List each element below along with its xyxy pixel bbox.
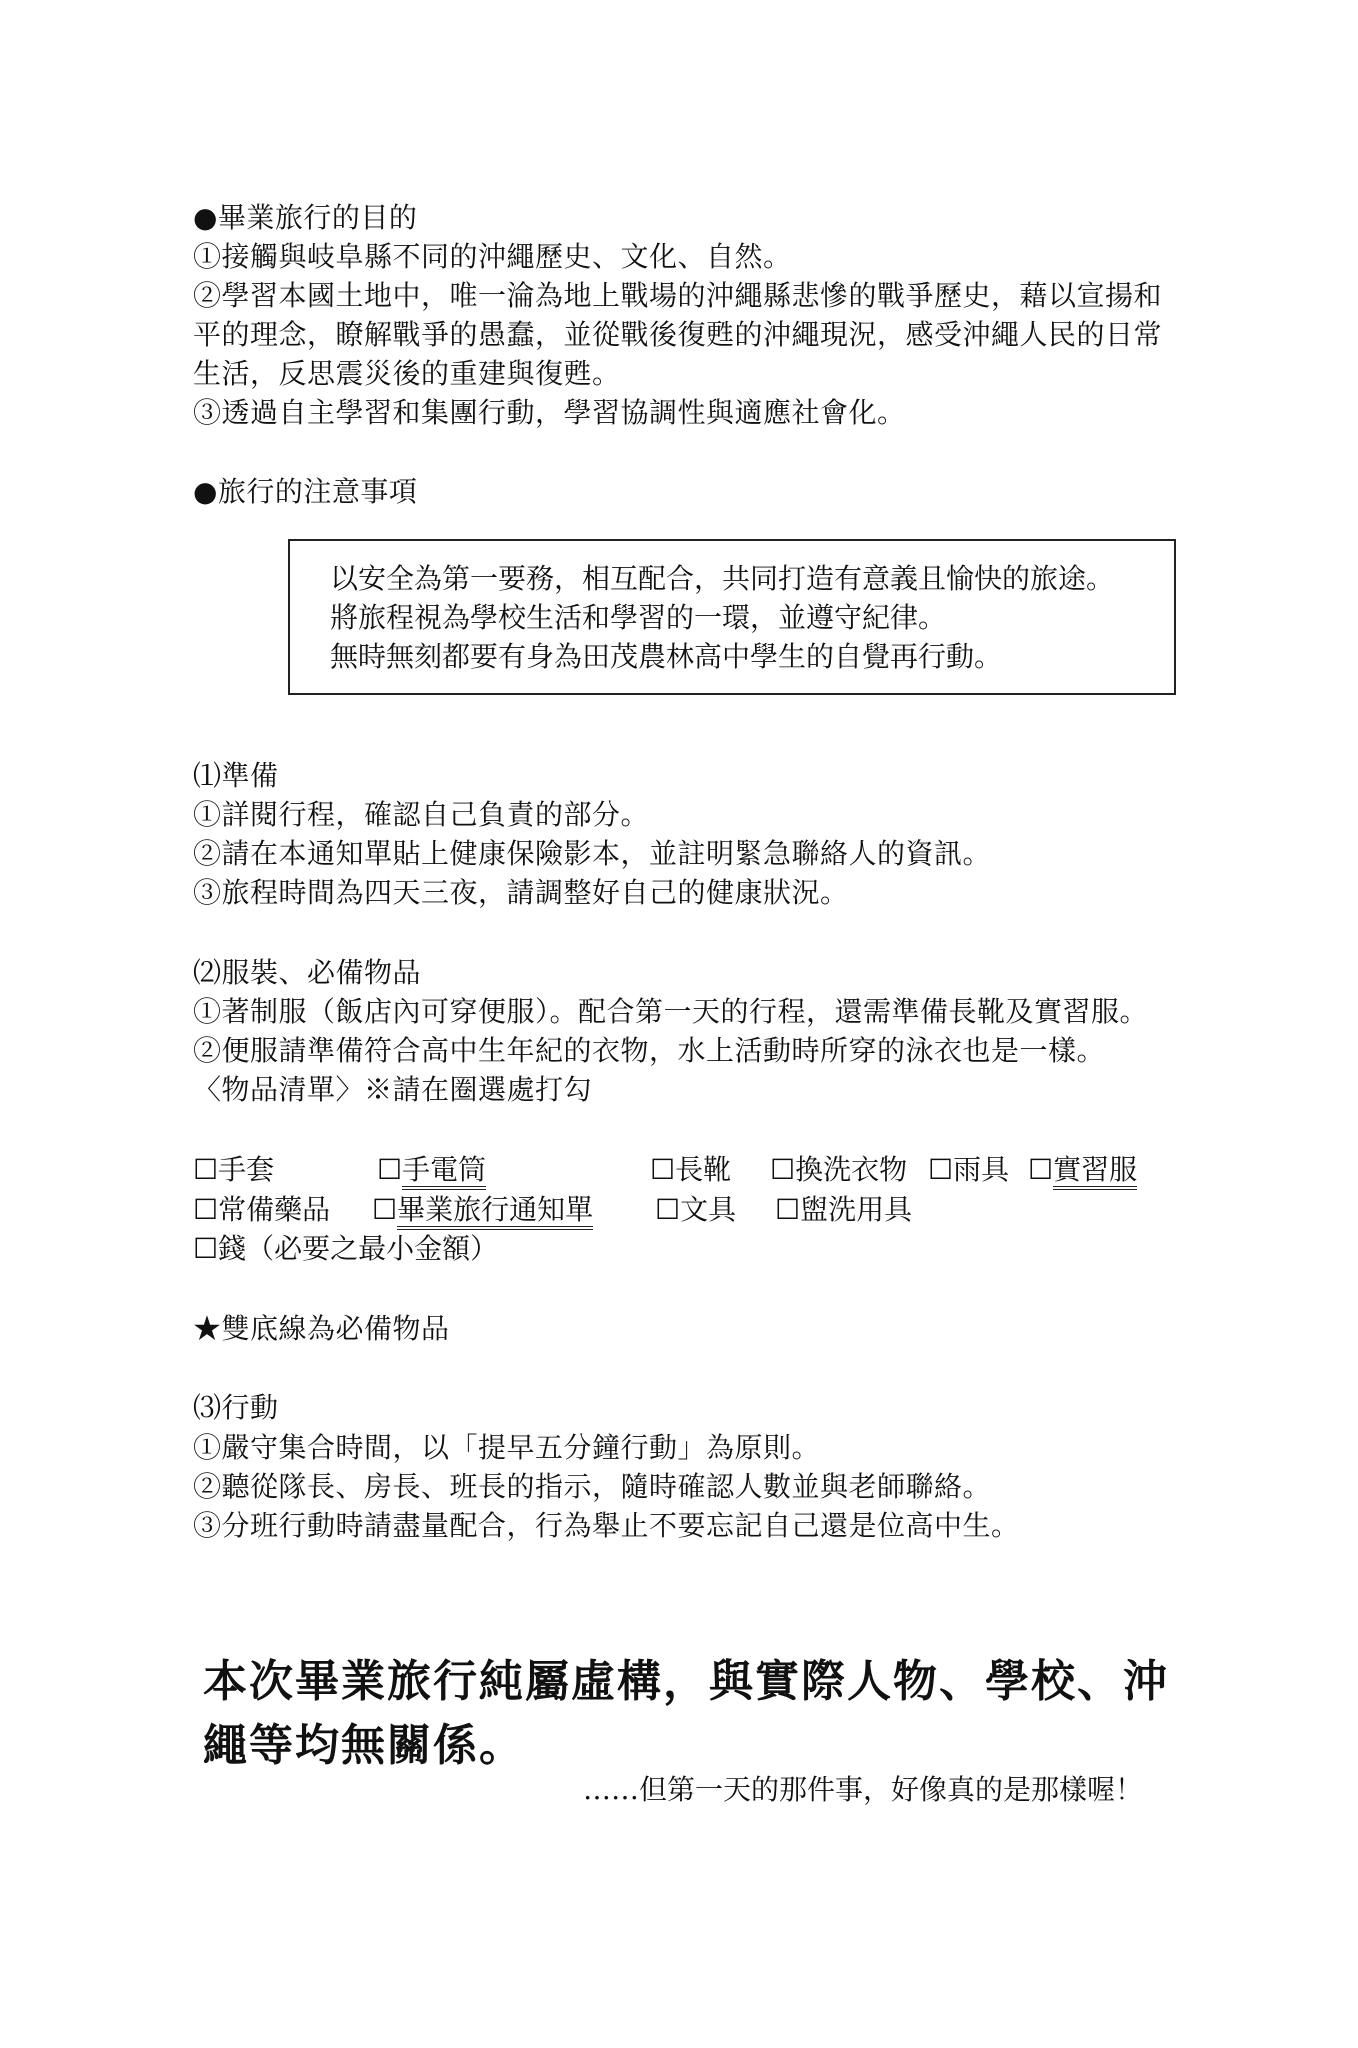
checkbox-icon: ☐ — [775, 1193, 801, 1226]
checkbox-icon: ☐ — [377, 1153, 403, 1186]
item-checkbox[interactable] — [775, 1190, 912, 1230]
disclaimer-line: 繩等均無關係。 — [203, 1720, 525, 1771]
prep-line: ②請在本通知單貼上健康保險影本，並註明緊急聯絡人的資訊。 — [193, 837, 992, 870]
item-label: 常備藥品 — [218, 1193, 331, 1226]
clothing-line: ①著制服（飯店內可穿便服）。配合第一天的行程，還需準備長靴及實習服。 — [193, 995, 1149, 1028]
item-checkbox[interactable] — [655, 1190, 736, 1230]
checkbox-icon: ☐ — [1028, 1153, 1054, 1186]
item-label: 換洗衣物 — [795, 1153, 908, 1186]
checkbox-icon: ☐ — [655, 1193, 681, 1226]
item-label-required: 實習服 — [1053, 1153, 1137, 1190]
item-checkbox[interactable] — [650, 1150, 731, 1190]
disclaimer-line: 本次畢業旅行純屬虛構，與實際人物、學校、沖 — [203, 1656, 1169, 1707]
required-legend: ★雙底線為必備物品 — [193, 1312, 450, 1345]
prep-heading: ⑴準備 — [193, 759, 279, 792]
item-checkbox[interactable] — [928, 1150, 1009, 1190]
item-label: 文具 — [680, 1193, 737, 1226]
item-label: 長靴 — [675, 1153, 732, 1186]
purpose-heading: ●畢業旅行的目的 — [193, 201, 418, 234]
clothing-line: ②便服請準備符合高中生年紀的衣物，水上活動時所穿的泳衣也是一樣。 — [193, 1034, 1106, 1067]
prep-line: ③旅程時間為四天三夜，請調整好自己的健康狀況。 — [193, 876, 849, 909]
item-label: 雨具 — [953, 1153, 1010, 1186]
checkbox-icon: ☐ — [193, 1153, 219, 1186]
checkbox-icon: ☐ — [650, 1153, 676, 1186]
item-label: 手套 — [218, 1153, 275, 1186]
checkbox-icon: ☐ — [372, 1193, 398, 1226]
item-label: 錢（必要之最小金額） — [218, 1232, 499, 1265]
notice-line: 將旅程視為學校生活和學習的一環，並遵守紀律。 — [330, 601, 947, 634]
purpose-line: 生活，反思震災後的重建與復甦。 — [193, 357, 621, 390]
checkbox-icon: ☐ — [193, 1193, 219, 1226]
purpose-line: 平的理念，瞭解戰爭的愚蠢，並從戰後復甦的沖繩現況，感受沖繩人民的日常 — [193, 318, 1163, 351]
item-checkbox[interactable] — [377, 1150, 486, 1190]
item-checkbox[interactable] — [372, 1190, 593, 1230]
item-list-caption: 〈物品清單〉※請在圈選處打勾 — [193, 1073, 593, 1106]
item-checkbox[interactable] — [193, 1229, 498, 1269]
checkbox-icon: ☐ — [193, 1232, 219, 1265]
item-label: 盥洗用具 — [800, 1193, 913, 1226]
action-line: ②聽從隊長、房長、班長的指示，隨時確認人數並與老師聯絡。 — [193, 1470, 992, 1503]
checkbox-icon: ☐ — [928, 1153, 954, 1186]
purpose-line: ①接觸與岐阜縣不同的沖繩歷史、文化、自然。 — [193, 240, 792, 273]
purpose-line: ③透過自主學習和集團行動，學習協調性與適應社會化。 — [193, 396, 906, 429]
notice-line: 無時無刻都要有身為田茂農林高中學生的自覺再行動。 — [330, 640, 1003, 673]
item-checkbox[interactable] — [193, 1190, 330, 1230]
notice-box — [288, 539, 1176, 695]
item-label-required: 手電筒 — [402, 1153, 486, 1190]
item-checkbox[interactable] — [1028, 1150, 1137, 1190]
action-line: ③分班行動時請盡量配合，行為舉止不要忘記自己還是位高中生。 — [193, 1509, 1020, 1542]
action-heading: ⑶行動 — [193, 1391, 279, 1424]
item-label-required: 畢業旅行通知單 — [397, 1193, 593, 1230]
action-line: ①嚴守集合時間，以「提早五分鐘行動」為原則。 — [193, 1431, 821, 1464]
notice-line: 以安全為第一要務，相互配合，共同打造有意義且愉快的旅途。 — [330, 562, 1115, 595]
clothing-heading: ⑵服裝、必備物品 — [193, 956, 422, 989]
purpose-line: ②學習本國土地中，唯一淪為地上戰場的沖繩縣悲慘的戰爭歷史，藉以宣揚和 — [193, 279, 1163, 312]
prep-line: ①詳閱行程，確認自己負責的部分。 — [193, 798, 650, 831]
checkbox-icon: ☐ — [770, 1153, 796, 1186]
notes-heading: ●旅行的注意事項 — [193, 475, 418, 508]
disclaimer-tail: ……但第一天的那件事，好像真的是那樣喔！ — [583, 1773, 1144, 1806]
item-checkbox[interactable] — [770, 1150, 907, 1190]
item-checkbox[interactable] — [193, 1150, 274, 1190]
